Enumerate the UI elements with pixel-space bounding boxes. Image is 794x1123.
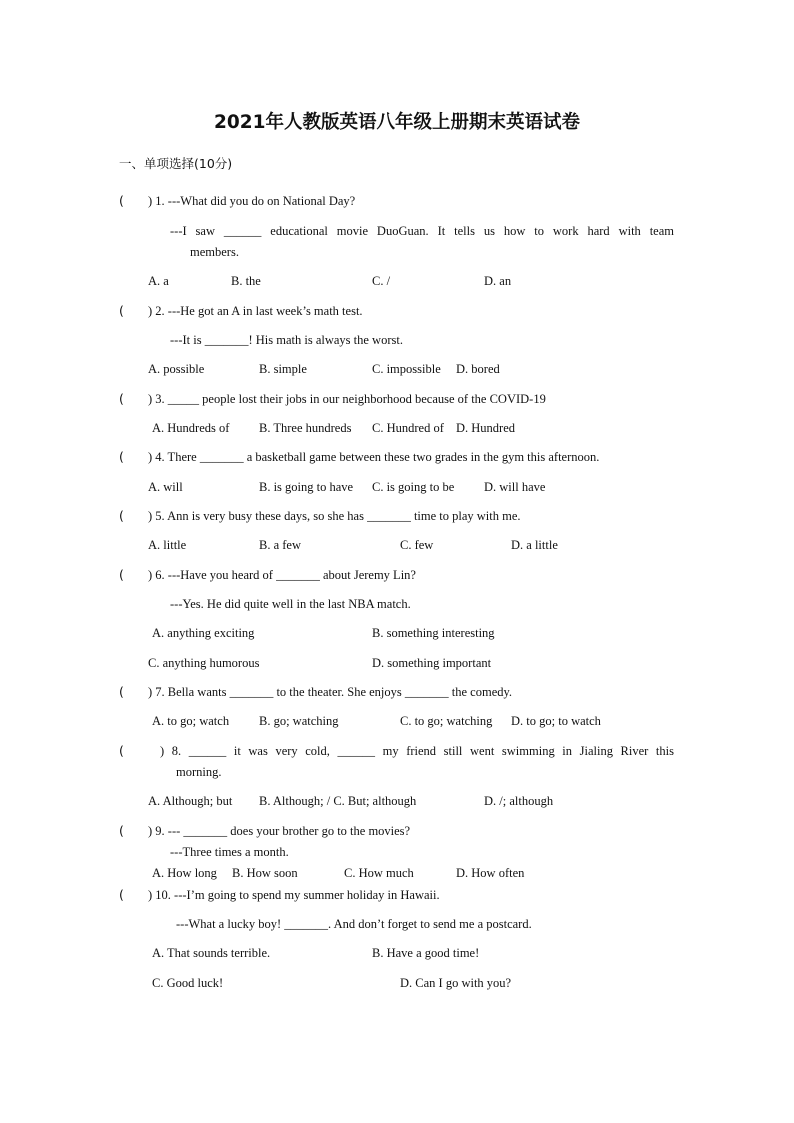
option-d: D. Hundred bbox=[456, 421, 516, 435]
question-line: morning. bbox=[176, 765, 222, 779]
option-a: A. That sounds terrible. bbox=[152, 946, 271, 960]
question-stem: ) 9. --- _______ does your brother go to the movies? bbox=[148, 824, 411, 838]
option-c: C. / bbox=[372, 274, 391, 288]
option-b: B. is going to have bbox=[259, 480, 354, 494]
answer-bracket: ( bbox=[119, 743, 124, 758]
answer-bracket: ( bbox=[119, 449, 124, 464]
answer-bracket: ( bbox=[119, 303, 124, 318]
option-c: C. How much bbox=[344, 866, 414, 880]
question-line: ---Three times a month. bbox=[170, 845, 289, 859]
option-a: A. How long bbox=[152, 866, 217, 880]
question-stem: ) 6. ---Have you heard of _______ about Jeremy Lin? bbox=[148, 568, 416, 582]
question-stem: ) 3. _____ people lost their jobs in our neighborhood because of the COVID-19 bbox=[148, 392, 546, 406]
option-a: A. little bbox=[148, 538, 187, 552]
option-b: B. go; watching bbox=[259, 714, 339, 728]
option-c: C. Hundred of bbox=[372, 421, 444, 435]
option-b: B. Three hundreds bbox=[259, 421, 352, 435]
option-b: B. simple bbox=[259, 362, 307, 376]
answer-bracket: ( bbox=[119, 823, 124, 838]
question-line: ---I saw ______ educational movie DuoGuan. It tells us how to work hard with team bbox=[170, 224, 674, 238]
option-d: D. Can I go with you? bbox=[400, 976, 512, 990]
question-stem: ) 2. ---He got an A in last week’s math test. bbox=[148, 304, 363, 318]
section-heading: 一、单项选择(10分) bbox=[119, 156, 233, 171]
option-d: D. a little bbox=[511, 538, 558, 552]
question-line: members. bbox=[190, 245, 239, 259]
option-b: B. Although; / C. But; although bbox=[259, 794, 417, 808]
option-b: B. something interesting bbox=[372, 626, 495, 640]
option-c: C. impossible bbox=[372, 362, 441, 376]
question-stem: ) 8. ______ it was very cold, ______ my friend still went swimming in Jialing River this bbox=[160, 744, 674, 758]
option-b: B. a few bbox=[259, 538, 301, 552]
question-stem: ) 4. There _______ a basketball game between these two grades in the gym this afternoon. bbox=[148, 450, 600, 464]
question-stem: ) 7. Bella wants _______ to the theater. She enjoys _______ the comedy. bbox=[148, 685, 513, 699]
option-a: A. anything exciting bbox=[152, 626, 255, 640]
answer-bracket: ( bbox=[119, 567, 124, 582]
option-d: D. How often bbox=[456, 866, 525, 880]
option-c: C. few bbox=[400, 538, 434, 552]
option-d: D. will have bbox=[484, 480, 546, 494]
option-c: C. anything humorous bbox=[148, 656, 260, 670]
option-b: B. How soon bbox=[232, 866, 298, 880]
answer-bracket: ( bbox=[119, 887, 124, 902]
option-c: C. is going to be bbox=[372, 480, 455, 494]
page-title: 2021年人教版英语八年级上册期末英语试卷 bbox=[214, 112, 580, 133]
option-a: A. will bbox=[148, 480, 183, 494]
option-d: D. bored bbox=[456, 362, 500, 376]
question-stem: ) 1. ---What did you do on National Day? bbox=[148, 194, 356, 208]
answer-bracket: ( bbox=[119, 508, 124, 523]
answer-bracket: ( bbox=[119, 684, 124, 699]
question-line: ---It is _______! His math is always the worst. bbox=[170, 333, 403, 347]
question-stem: ) 10. ---I’m going to spend my summer holiday in Hawaii. bbox=[148, 888, 440, 902]
option-c: C. Good luck! bbox=[152, 976, 224, 990]
answer-bracket: ( bbox=[119, 391, 124, 406]
option-c: C. to go; watching bbox=[400, 714, 493, 728]
option-a: A. to go; watch bbox=[152, 714, 230, 728]
option-d: D. something important bbox=[372, 656, 492, 670]
option-a: A. possible bbox=[148, 362, 205, 376]
option-a: A. a bbox=[148, 274, 169, 288]
option-d: D. /; although bbox=[484, 794, 554, 808]
option-a: A. Hundreds of bbox=[152, 421, 230, 435]
option-b: B. the bbox=[231, 274, 261, 288]
option-d: D. to go; to watch bbox=[511, 714, 601, 728]
answer-bracket: ( bbox=[119, 193, 124, 208]
option-a: A. Although; but bbox=[148, 794, 233, 808]
option-b: B. Have a good time! bbox=[372, 946, 480, 960]
question-line: ---What a lucky boy! _______. And don’t forget to send me a postcard. bbox=[176, 917, 532, 931]
question-line: ---Yes. He did quite well in the last NBA match. bbox=[170, 597, 411, 611]
question-stem: ) 5. Ann is very busy these days, so she has _______ time to play with me. bbox=[148, 509, 521, 523]
option-d: D. an bbox=[484, 274, 512, 288]
